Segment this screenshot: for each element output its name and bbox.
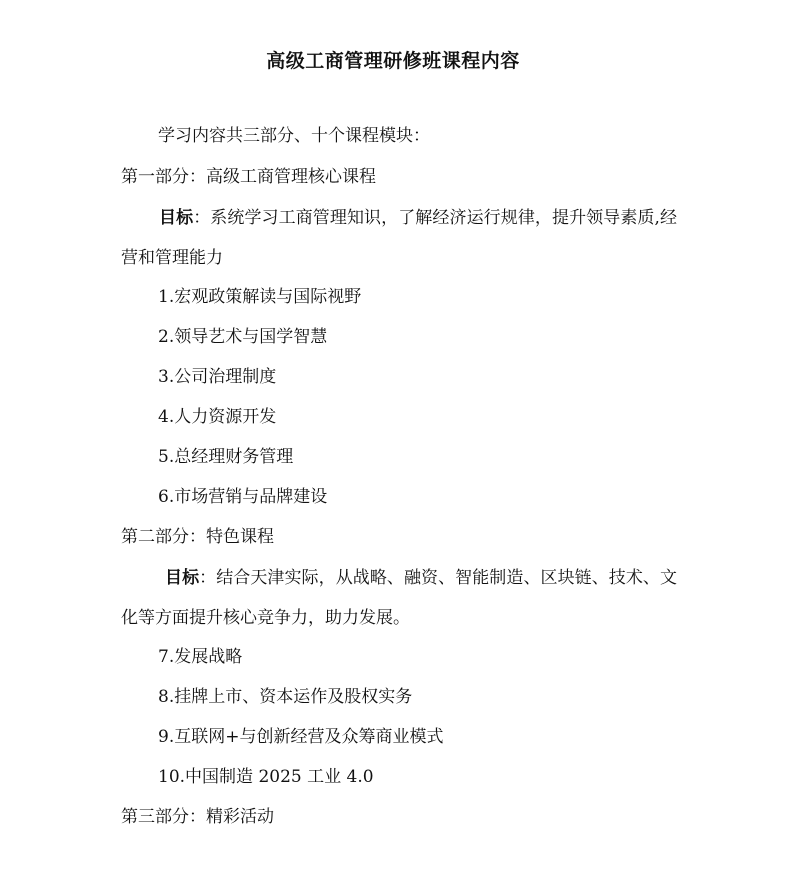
part-3-heading: 第三部分：精彩活动 bbox=[121, 807, 274, 827]
course-item: 2.领导艺术与国学智慧 bbox=[158, 327, 328, 347]
course-item: 9.互联网+与创新经营及众筹商业模式 bbox=[158, 727, 444, 747]
course-item: 6.市场营销与品牌建设 bbox=[158, 487, 328, 507]
part-1-goal-label: 目标 bbox=[159, 208, 194, 228]
course-item: 3.公司治理制度 bbox=[158, 367, 277, 387]
course-item: 5.总经理财务管理 bbox=[158, 447, 294, 467]
intro-text: 学习内容共三部分、十个课程模块： bbox=[158, 126, 430, 146]
part-1-goal bbox=[121, 198, 677, 278]
part-2-heading: 第二部分：特色课程 bbox=[121, 527, 274, 547]
page-title: 高级工商管理研修班课程内容 bbox=[266, 50, 520, 72]
course-item: 4.人力资源开发 bbox=[158, 407, 277, 427]
part-2-goal bbox=[121, 558, 677, 638]
course-item: 1.宏观政策解读与国际视野 bbox=[158, 287, 362, 307]
course-item: 7.发展战略 bbox=[158, 647, 243, 667]
part-1-goal-text: ：系统学习工商管理知识，了解经济运行规律，提升领导素质,经营和管理能力 bbox=[121, 208, 678, 268]
part-2-goal-label: 目标 bbox=[165, 568, 200, 588]
part-1-heading: 第一部分：高级工商管理核心课程 bbox=[121, 167, 376, 187]
course-item: 8.挂牌上市、资本运作及股权实务 bbox=[158, 687, 413, 707]
course-item: 10.中国制造 2025 工业 4.0 bbox=[158, 767, 374, 787]
part-2-goal-text: ：结合天津实际，从战略、融资、智能制造、区块链、技术、文化等方面提升核心竞争力，助力发展。 bbox=[121, 568, 678, 628]
